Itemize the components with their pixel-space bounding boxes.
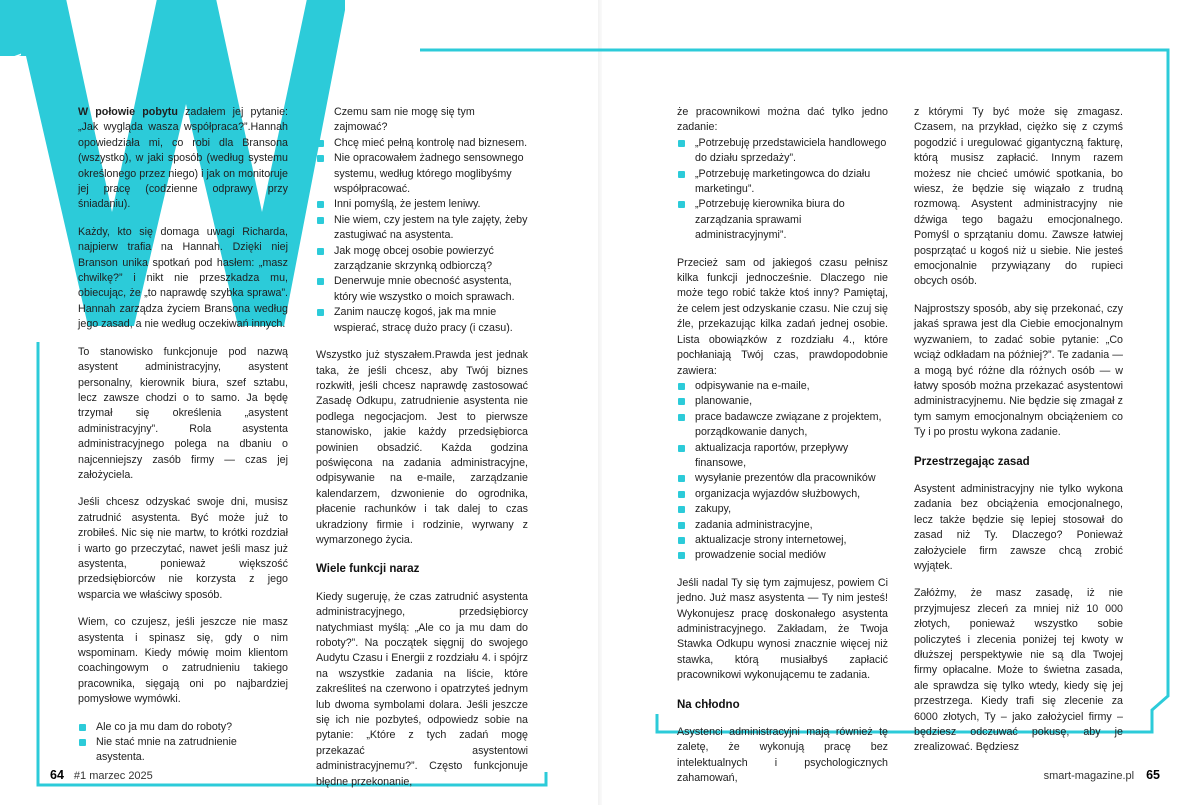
list-item: Nie stać mnie na zatrudnienie asystenta. xyxy=(78,735,288,766)
list-item: Inni pomyślą, że jestem leniwy. xyxy=(316,197,528,212)
paragraph-1 xyxy=(78,105,288,213)
list-item: „Potrzebuję marketingowca do działu marketingu”. xyxy=(677,167,888,198)
list-item: „Potrzebuję przedstawiciela handlowego do działu sprzedaży”. xyxy=(677,136,888,167)
column-1 xyxy=(78,105,288,778)
excuses-list xyxy=(78,720,288,766)
list-item: prace badawcze związane z projektem, porządkowanie danych, xyxy=(677,410,888,441)
list-item: prowadzenie social mediów xyxy=(677,548,888,563)
page-gutter xyxy=(598,0,602,805)
list-item: Ale co ja mu dam do roboty? xyxy=(78,720,288,735)
list-item: Czemu sam nie mogę się tym zajmować? xyxy=(316,105,528,136)
quotes-list xyxy=(677,136,888,244)
paragraph-4: Jeśli chcesz odzyskać swoje dni, musisz zatrudnić asystenta. Być może już to zrobiłeś. Nic się nie martw, to krótki rozdział i warto go przeczytać, nawet jeśli masz już asystenta, ponieważ większość przedsiębiorców nie korzysta z jego wsparcia we właściwy sposób. xyxy=(78,496,288,601)
list-item: Chcę mieć pełną kontrolę nad biznesem. xyxy=(316,136,528,151)
subheading-wiele-funkcji: Wiele funkcji naraz xyxy=(316,563,420,576)
list-item: planowanie, xyxy=(677,394,888,409)
list-item: Jak mogę obcej osobie powierzyć zarządzanie skrzynką odbiorczą? xyxy=(316,244,528,275)
paragraph-3: To stanowisko funkcjonuje pod nazwą asystent administracyjny, asystent personalny, kierownik biura, szef sztabu, lecz zawsze chodzi o to samo. Ja będę trzymał się określenia „asystent administracyjny”. Rola asystenta administracyjnego polega na dbaniu o najcenniejszy zasób firmy — czas jej założyciela. xyxy=(78,345,288,481)
list-item: zadania administracyjne, xyxy=(677,518,888,533)
paragraph-1: z którymi Ty być może się zmagasz. Czasem, na przykład, ciężko się z czymś pogodzić i uregulować gigantyczną fakturę, którą musisz zapłacić. Innym razem możesz nie chcieć umówić spotkania, bo wiesz, że będzie się wiązało z trudną rozmową. Asystent administracyjny nie dźwiga tego bagażu emocjonalnego. Pomyśl o sprzątaniu domu. Zawsze łatwiej posprzątać u kogoś niż u siebie. Nie jesteś emocjonalnie przywiązany do rupieci obcych osób. xyxy=(914,106,1123,288)
paragraph-1: że pracownikowi można dać tylko jedno zadanie: xyxy=(677,106,888,134)
list-item: odpisywanie na e-maile, xyxy=(677,379,888,394)
paragraph-4: Załóżmy, że masz zasadę, iż nie przyjmujesz zleceń za mniej niż 10 000 złotych, ponieważ wszystko sobie policzyteś i zlecenia poniżej tej kwoty w dłuższej perspektywie nie są dla Twojej firmy opłacalne. Może to świetna zasada, ale sprawdza się tylko wtedy, kiedy się jej przestrzega. Kiedy trafi się zlecenie za 6000 złotych, Ty – jako założyciel firmy – będziesz odczuwać pokusę, aby je zrealizować. Będziesz xyxy=(914,587,1123,754)
list-item: Nie opracowałem żadnego sensownego systemu, według którego moglibyśmy współpracować. xyxy=(316,151,528,197)
paragraph-3: Jeśli nadal Ty się tym zajmujesz, powiem Ci jedno. Już masz asystenta — Ty nim jesteś! Wykonujesz pracę doskonałego asystenta administracyjnego. Zakładam, że Twoja Stawka Odkupu wynosi znacznie więcej niż stawka, którą musiałbyś zapłacić pracownikowi wykonującemu te zadania. xyxy=(677,576,888,682)
lead-in: W połowie pobytu xyxy=(78,106,178,118)
excuses-list-continued xyxy=(316,105,528,336)
column-3 xyxy=(677,105,888,799)
section-label: MOJA FIRMA xyxy=(12,52,24,128)
paragraph-2: Kiedy sugeruję, że czas zatrudnić asystenta administracyjnego, przedsiębiorcy natychmiast myślą: „Ale co ja mu dam do roboty?”. Na początek sięgnij do swojego Audytu Czasu i Energii z rozdziału 4. i spójrz na wszystkie zadania na liście, które zakreśliteś na czerwono i opatrzyteś jednym lub dwoma symbolami dolara. Jeśli jeszcze się ich nie pozbyteś, odpowiedz sobie na pytanie: „Które z tych zadań mogę przekazać asystentowi administracyjnemu?”. Często funkcjonuje błędne przekonanie, xyxy=(316,590,528,788)
paragraph-2: Najprostszy sposób, aby się przekonać, czy jakaś sprawa jest dla Ciebie emocjonalnym wyzwaniem, to zadać sobie pytanie: „Co wciąż odkładam na później?”. Te zadania — a mogą być różne dla różnych osób — w łatwy sposób można przekazać asystentowi administracyjnemu. Nie będzie się zmagał z tym samym emocjonalnym obciążeniem co Ty i po prostu wykona zadanie. xyxy=(914,302,1123,439)
paragraph-5: Wiem, co czujesz, jeśli jeszcze nie masz asystenta i spinasz się, gdy o nim wspominam. Kiedy mówię moim klientom coachingowym o zatrudnieniu takiego pracownika, sięgają oni po najbardziej pomysłowe wymówki. xyxy=(78,616,288,706)
paragraph-4: Asystenci administracyjni mają również tę zaletę, że wykonują pracę bez intelektualnych i psychologicznych zahamowań, xyxy=(677,726,888,785)
list-item: zakupy, xyxy=(677,502,888,517)
list-item: organizacja wyjazdów służbowych, xyxy=(677,487,888,502)
list-item: Nie wiem, czy jestem na tyle zajęty, żeby zastugiwać na asystenta. xyxy=(316,213,528,244)
list-item: Denerwuje mnie obecność asystenta, który wie wszystko o moich sprawach. xyxy=(316,274,528,305)
tasks-list xyxy=(677,379,888,564)
column-4 xyxy=(914,105,1123,768)
list-item: aktualizacje strony internetowej, xyxy=(677,533,888,548)
column-2 xyxy=(316,105,528,802)
list-item: wysyłanie prezentów dla pracowników xyxy=(677,471,888,486)
page-number-left: 64 xyxy=(50,768,64,782)
footer-right xyxy=(1044,768,1160,782)
list-item: aktualizacja raportów, przepływy finansowe, xyxy=(677,441,888,472)
subheading-na-chlodno: Na chłodno xyxy=(677,698,740,711)
paragraph-1: Wszystko już styszałem.Prawda jest jednak taka, że jeśli chcesz, aby Twój biznes rozkwitł, jeśli chcesz naprawdę zastosować Zasadę Odkupu, zatrudnienie asystenta nie podlega negocjacjom. Jest to pierwsze stanowisko, jakie każdy przedsiębiorca powinien obsadzić. Każda godzina poświęcona na zadania administracyjne, odpisywanie na e-maile, zarządzanie kalendarzem, dzwonienie do ogrodnika, płacenie rachunków i tak dalej to czas ukradziony firmie i rodzinie, wyrwany z wymarzonego życia. xyxy=(316,349,528,546)
paragraph-2: Każdy, kto się domaga uwagi Richarda, najpierw trafia na Hannah. Dzięki niej Branson unika spotkań pod hasłem: „masz chwilkę?” i nikt nie przeszkadza mu, obiecując, że „to naprawdę szybka sprawa”. Hannah zarządza życiem Bransona według jego zasad, a nie według oczekiwań innych. xyxy=(78,225,288,331)
list-item: Zanim nauczę kogoś, jak ma mnie wspierać, stracę dużo pracy (i czasu). xyxy=(316,305,528,336)
list-item: „Potrzebuję kierownika biura do zarządzania sprawami administracyjnymi”. xyxy=(677,197,888,243)
subheading-przestrzegajac-zasad: Przestrzegając zasad xyxy=(914,455,1030,468)
page-number-right: 65 xyxy=(1146,768,1160,782)
paragraph-3: Asystent administracyjny nie tylko wykona zadania bez obciążenia emocjonalnego, lecz także będzie się lepiej stosował do zasad niż Ty. Dlaczego? Ponieważ założyciele firm zawsze chcą zrobić wyjątek. xyxy=(914,482,1123,572)
paragraph-1-text: zadałem jej pytanie: „Jak wygląda wasza współpraca?”.Hannah opowiedziała mi, co robi dla Bransona (wszystko), w jaki sposób (według systemu określonego przez niego) i jak on monitoruje jej pracę (codzienne odprawy przy śniadaniu). xyxy=(78,106,288,211)
issue-info: #1 marzec 2025 xyxy=(73,770,153,782)
paragraph-2: Przecież sam od jakiegoś czasu pełnisz kilka funkcji jednocześnie. Dlaczego nie może tego robić także ktoś inny? Pamiętaj, że celem jest odzyskanie czasu. Nie czuj się źle, przekazując kilka zadań jednej osobie. Lista obowiązków z rozdziału 4., które pochłaniają Twój czas, prawdopodobnie zawiera: xyxy=(677,256,888,377)
site-url: smart-magazine.pl xyxy=(1043,770,1135,782)
footer-left xyxy=(50,768,153,782)
